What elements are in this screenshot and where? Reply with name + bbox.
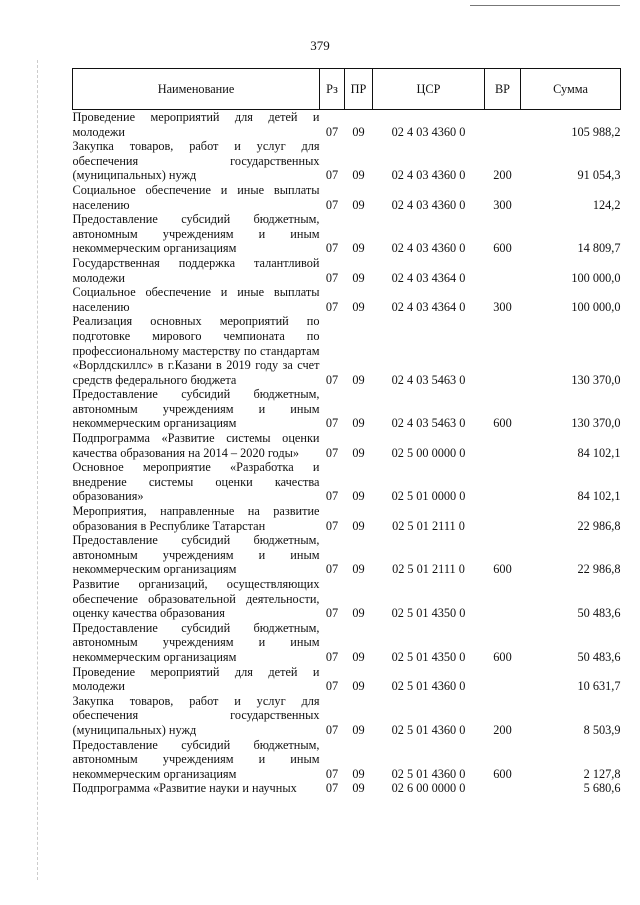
row-vr — [485, 110, 521, 140]
row-rz: 07 — [325, 781, 339, 796]
row-csr: 02 4 03 5463 0 — [391, 372, 466, 387]
row-name: Предоставление субсидий бюджетным, автономным учреждениям и иным некоммерческим организациям — [72, 533, 320, 577]
row-sum: 2 127,8 — [583, 766, 621, 781]
row-rz: 07 — [325, 372, 339, 387]
row-csr: 02 4 03 4364 0 — [391, 299, 466, 314]
row-vr — [485, 504, 521, 533]
row-csr: 02 5 00 0000 0 — [391, 445, 466, 460]
row-pr: 09 — [352, 679, 365, 694]
row-rz: 07 — [325, 518, 339, 533]
page-number: 379 — [310, 38, 330, 53]
table-row — [73, 314, 621, 387]
row-vr — [485, 431, 521, 460]
row-pr: 09 — [352, 722, 365, 737]
table-row — [73, 781, 621, 796]
row-pr: 09 — [352, 649, 365, 664]
row-csr: 02 4 03 4360 0 — [391, 168, 466, 183]
row-sum: 50 483,6 — [577, 606, 621, 621]
row-rz: 07 — [325, 168, 339, 183]
row-rz: 07 — [325, 679, 339, 694]
row-sum: 100 000,0 — [571, 270, 621, 285]
row-rz: 07 — [325, 416, 339, 431]
row-vr — [485, 460, 521, 504]
row-sum: 124,2 — [592, 197, 621, 212]
row-csr: 02 5 01 2111 0 — [392, 562, 465, 577]
row-vr: 600 — [493, 766, 512, 781]
table-row — [73, 665, 621, 694]
row-name: Социальное обеспечение и иные выплаты населению — [72, 182, 320, 212]
row-csr: 02 4 03 4360 0 — [391, 241, 466, 256]
row-csr: 02 5 01 4360 0 — [391, 766, 466, 781]
row-sum: 105 988,2 — [571, 124, 621, 139]
row-vr: 300 — [493, 197, 512, 212]
table-row — [73, 387, 621, 431]
row-sum: 14 809,7 — [577, 241, 621, 256]
row-csr: 02 5 01 4360 0 — [391, 679, 466, 694]
row-csr: 02 5 01 4350 0 — [391, 649, 466, 664]
row-name: Проведение мероприятий для детей и молодежи — [72, 664, 320, 694]
table-row — [73, 212, 621, 256]
row-sum: 10 631,7 — [577, 679, 621, 694]
row-csr: 02 5 01 0000 0 — [391, 489, 466, 504]
row-name: Закупка товаров, работ и услуг для обеспечения государственных (муниципальных) нужд — [72, 139, 320, 183]
row-name: Государственная поддержка талантливой молодежи — [72, 255, 320, 285]
row-csr: 02 6 00 0000 0 — [391, 781, 466, 796]
row-pr: 09 — [352, 606, 365, 621]
table-header-row — [73, 69, 621, 110]
header-vr: ВР — [485, 69, 521, 110]
row-pr: 09 — [352, 445, 365, 460]
row-vr: 600 — [493, 241, 512, 256]
row-name: Закупка товаров, работ и услуг для обеспечения государственных (муниципальных) нужд — [72, 693, 320, 737]
row-pr: 09 — [352, 372, 365, 387]
table-row — [73, 256, 621, 285]
row-sum: 100 000,0 — [571, 299, 621, 314]
row-name: Предоставление субсидий бюджетным, автономным учреждениям и иным некоммерческим организациям — [72, 212, 320, 256]
table-row — [73, 183, 621, 212]
row-vr: 300 — [493, 299, 512, 314]
row-name: Проведение мероприятий для детей и молодежи — [72, 110, 320, 139]
row-pr: 09 — [352, 766, 365, 781]
row-rz: 07 — [325, 299, 339, 314]
header-name: Наименование — [73, 69, 320, 110]
row-pr: 09 — [352, 299, 365, 314]
row-vr — [485, 577, 521, 621]
table-row — [73, 460, 621, 504]
row-rz: 07 — [325, 124, 339, 139]
row-csr: 02 4 03 4360 0 — [391, 124, 466, 139]
table-row — [73, 577, 621, 621]
row-rz: 07 — [325, 562, 339, 577]
row-vr — [485, 665, 521, 694]
row-vr — [485, 314, 521, 387]
row-pr: 09 — [352, 197, 365, 212]
row-name: Реализация основных мероприятий по подготовке мирового чемпионата по профессиональному мастерству по стандартам «Ворлдскиллс» в г.Казани в 2019 году за счет средств федерального бюджета — [72, 314, 320, 387]
table-row — [73, 431, 621, 460]
header-rz: Рз — [320, 69, 345, 110]
table-row — [73, 110, 621, 140]
row-sum: 91 054,3 — [577, 168, 621, 183]
row-vr — [485, 781, 521, 796]
row-pr: 09 — [352, 241, 365, 256]
scan-margin-mark — [37, 60, 38, 880]
row-rz: 07 — [325, 489, 339, 504]
row-rz: 07 — [325, 722, 339, 737]
row-csr: 02 4 03 4360 0 — [391, 197, 466, 212]
row-rz: 07 — [325, 197, 339, 212]
row-pr: 09 — [352, 168, 365, 183]
row-sum: 22 986,8 — [577, 518, 621, 533]
table-row — [73, 533, 621, 577]
header-csr: ЦСР — [373, 69, 485, 110]
row-vr: 200 — [493, 722, 512, 737]
header-sum: Сумма — [521, 69, 621, 110]
budget-table — [72, 68, 621, 796]
row-rz: 07 — [325, 766, 339, 781]
row-rz: 07 — [325, 649, 339, 664]
row-sum: 84 102,1 — [577, 445, 621, 460]
row-sum: 84 102,1 — [577, 489, 621, 504]
row-name: Развитие организаций, осуществляющих обеспечение образовательной деятельности, оценку качества образования — [72, 577, 320, 621]
row-sum: 50 483,6 — [577, 649, 621, 664]
row-csr: 02 4 03 4364 0 — [391, 270, 466, 285]
top-rule — [470, 5, 620, 6]
row-sum: 8 503,9 — [583, 722, 621, 737]
row-sum: 130 370,0 — [571, 416, 621, 431]
row-vr: 600 — [493, 416, 512, 431]
table-row — [73, 621, 621, 665]
table-row — [73, 694, 621, 738]
row-name: Предоставление субсидий бюджетным, автономным учреждениям и иным некоммерческим организациям — [72, 737, 320, 781]
row-rz: 07 — [325, 606, 339, 621]
row-name: Социальное обеспечение и иные выплаты населению — [72, 285, 320, 314]
table-row — [73, 504, 621, 533]
row-vr — [485, 256, 521, 285]
table-row — [73, 738, 621, 782]
row-csr: 02 5 01 2111 0 — [392, 518, 465, 533]
row-vr: 600 — [493, 649, 512, 664]
row-sum: 22 986,8 — [577, 562, 621, 577]
row-sum: 130 370,0 — [571, 372, 621, 387]
row-pr: 09 — [352, 416, 365, 431]
row-pr: 09 — [352, 781, 365, 796]
row-name: Мероприятия, направленные на развитие образования в Республике Татарстан — [72, 504, 320, 533]
row-rz: 07 — [325, 270, 339, 285]
row-rz: 07 — [325, 445, 339, 460]
row-name: Предоставление субсидий бюджетным, автономным учреждениям и иным некоммерческим организациям — [72, 620, 320, 664]
row-name: Подпрограмма «Развитие системы оценки качества образования на 2014 – 2020 годы» — [72, 431, 320, 460]
row-name: Основное мероприятие «Разработка и внедрение системы оценки качества образования» — [72, 460, 320, 504]
header-pr: ПР — [345, 69, 373, 110]
row-rz: 07 — [325, 241, 339, 256]
row-pr: 09 — [352, 270, 365, 285]
row-sum: 5 680,6 — [583, 781, 621, 796]
row-name: Подпрограмма «Развитие науки и научных — [72, 781, 297, 796]
row-name: Предоставление субсидий бюджетным, автономным учреждениям и иным некоммерческим организациям — [72, 387, 320, 431]
table-row — [73, 285, 621, 314]
row-vr: 200 — [493, 168, 512, 183]
table-row — [73, 139, 621, 183]
row-csr: 02 4 03 5463 0 — [391, 416, 466, 431]
row-csr: 02 5 01 4350 0 — [391, 606, 466, 621]
row-pr: 09 — [352, 489, 365, 504]
row-csr: 02 5 01 4360 0 — [391, 722, 466, 737]
row-pr: 09 — [352, 518, 365, 533]
row-pr: 09 — [352, 124, 365, 139]
row-pr: 09 — [352, 562, 365, 577]
row-vr: 600 — [493, 562, 512, 577]
